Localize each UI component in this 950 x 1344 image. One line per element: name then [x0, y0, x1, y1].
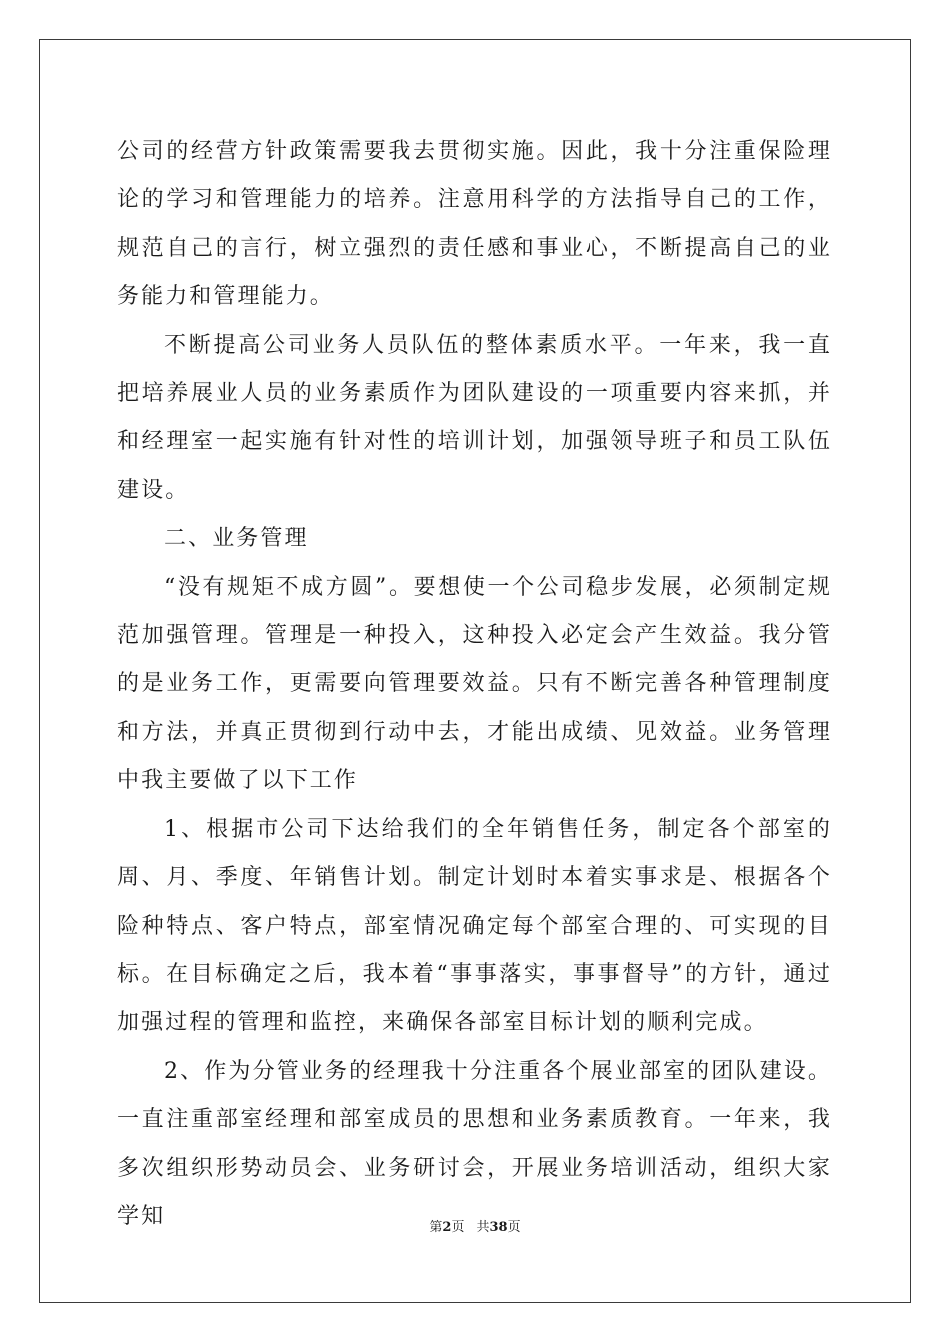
section-heading: 二、业务管理	[164, 526, 309, 552]
page-total: 38	[489, 1220, 508, 1235]
paragraph-2: 不断提高公司业务人员队伍的整体素质水平。一年来，我一直把培养展业人员的业务素质作为团队建设的一项重要内容来抓，并和经理室一起实施有针对性的培训计划，加强领导班子和员工队伍建设。	[117, 332, 832, 503]
document-body	[117, 128, 832, 1241]
paragraph-1: 公司的经营方针政策需要我去贯彻实施。因此，我十分注重保险理论的学习和管理能力的培养。注意用科学的方法指导自己的工作，规范自己的言行，树立强烈的责任感和事业心，不断提高自己的业务能力和管理能力。	[117, 139, 832, 310]
total-label-post: 页	[507, 1220, 521, 1235]
page-label-pre: 第	[429, 1220, 443, 1235]
total-label-pre: 共	[476, 1220, 490, 1235]
paragraph-4: 1、根据市公司下达给我们的全年销售任务，制定各个部室的周、月、季度、年销售计划。制定计划时本着实事求是、根据各个险种特点、客户特点，部室情况确定每个部室合理的、可实现的目标。在目标确定之后，我本着“事事落实，事事督导”的方针，通过加强过程的管理和监控，来确保各部室目标计划的顺利完成。	[117, 816, 832, 1036]
page-current: 2	[442, 1220, 452, 1235]
paragraph-3: “没有规矩不成方圆”。要想使一个公司稳步发展，必须制定规范加强管理。管理是一种投入，这种投入必定会产生效益。我分管的是业务工作，更需要向管理要效益。只有不断完善各种管理制度和方法，并真正贯彻到行动中去，才能出成绩、见效益。业务管理中我主要做了以下工作	[117, 574, 832, 794]
page-footer	[0, 1219, 950, 1237]
page-label-mid: 页	[451, 1220, 465, 1235]
paragraph-5: 2、作为分管业务的经理我十分注重各个展业部室的团队建设。一直注重部室经理和部室成员的思想和业务素质教育。一年来，我多次组织形势动员会、业务研讨会，开展业务培训活动，组织大家学知	[117, 1058, 832, 1229]
